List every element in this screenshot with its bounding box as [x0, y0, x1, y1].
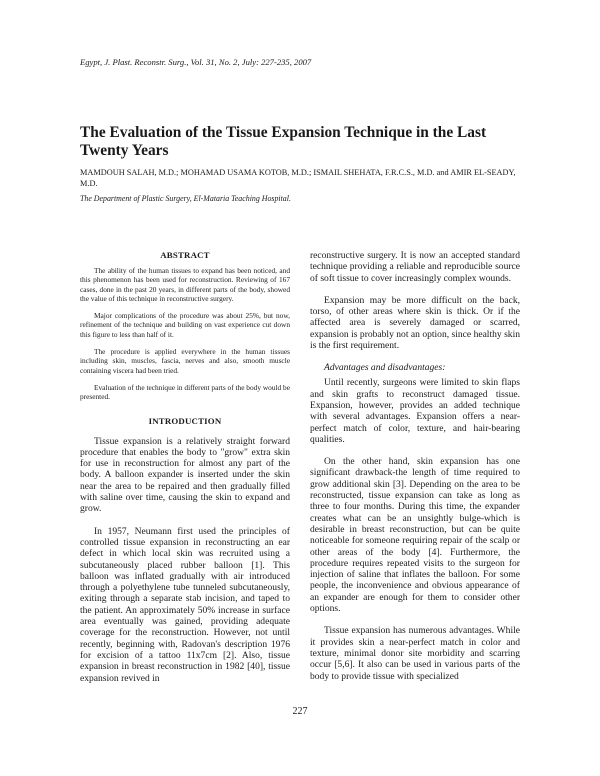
- introduction-heading: INTRODUCTION: [148, 415, 222, 426]
- body-paragraph: Expansion may be more difficult on the back, torso, of other areas where skin is thick. Or if the affected area is severely damaged or scarred, expansion is probably not an option, since healthy skin is the first requirement.: [310, 294, 520, 352]
- author-affiliation: The Department of Plastic Surgery, El-Mataria Teaching Hospital.: [80, 194, 291, 203]
- left-column: [80, 250, 290, 695]
- abstract-heading: ABSTRACT: [160, 250, 210, 260]
- abstract-paragraph: Major complications of the procedure was about 25%, but now, refinement of the technique and building on vast experience cut down this figure to less than half of it.: [80, 311, 290, 339]
- body-paragraph: Tissue expansion has numerous advantages. While it provides skin a near-perfect match in color and texture, minimal donor site morbidity and scarring occur [5,6]. It also can be used in various parts of the body to provide tissue with specialized: [310, 625, 520, 682]
- body-paragraph: In 1957, Neumann first used the principles of controlled tissue expansion in reconstructing an ear defect in which local skin was recruited using a subcutaneously placed rubber balloon [1]. This balloon was inflated gradually with air introduced through a polyethylene tube tunneled subcutaneously, exiting through a separate stab incision, and taped to the patient. An approximately 50% increase in surface area eventually was gained, providing adequate coverage for the reconstruction. However, not until recently, beginning with, Radovan's description 1976 for excision of a tattoo 11x7cm [2]. Also, tissue expansion in breast reconstruction in 1982 [40], tissue expansion revived in: [80, 525, 290, 684]
- journal-citation: Egypt, J. Plast. Reconstr. Surg., Vol. 31, No. 2, July: 227-235, 2007: [80, 57, 312, 67]
- body-paragraph: On the other hand, skin expansion has one significant drawback-the length of time required to grow additional skin [3]. Depending on the area to be reconstructed, tissue expansion can take as long as three to four months. During this time, the expander creates what can be an unsightly bulge-which is desirable in breast reconstruction, but can be quite noticeable for someone requiring repair of the scalp or other areas of the body [4]. Furthermore, the procedure requires repeated visits to the surgeon for injection of saline that inflates the balloon. For some people, the inconvenience and obvious appearance of an expander are enough for them to consider other options.: [310, 456, 520, 615]
- abstract-paragraph: Evaluation of the technique in different parts of the body would be presented.: [80, 382, 290, 402]
- body-paragraph: Until recently, surgeons were limited to skin flaps and skin grafts to reconstruct damaged tissue. Expansion, however, provides an added technique with several advantages. Expansion offers a near-perfect match of color, texture, and hair-bearing qualities.: [310, 377, 520, 445]
- abstract-paragraph: The ability of the human tissues to expand has been noticed, and this phenomenon has been used for reconstruction. Reviewing of 167 cases, done in the past 20 years, in different parts of the body, showed the value of this technique in reconstructive surgery.: [80, 266, 290, 303]
- subsection-heading: Advantages and disadvantages:: [324, 362, 446, 374]
- body-paragraph-continued: reconstructive surgery. It is now an accepted standard technique providing a reliable and reproducible source of soft tissue to cover increasingly complex wounds.: [310, 250, 520, 284]
- body-paragraph: Tissue expansion is a relatively straight forward procedure that enables the body to "grow" extra skin for use in reconstruction for almost any part of the body. A balloon expander is inserted under the skin near the area to be repaired and then gradually filled with saline over time, causing the skin to expand and grow.: [80, 435, 290, 515]
- author-list: MAMDOUH SALAH, M.D.; MOHAMAD USAMA KOTOB, M.D.; ISMAIL SHEHATA, F.R.C.S., M.D. and AMIR EL-SEADY, M.D.: [80, 168, 516, 189]
- abstract-paragraph: The procedure is applied everywhere in the human tissues including skin, muscles, fascia, nerves and also, smooth muscle containing viscera had been tried.: [80, 347, 290, 375]
- article-title: The Evaluation of the Tissue Expansion Technique in the Last Twenty Years: [80, 124, 487, 159]
- page-number: 227: [292, 706, 308, 717]
- right-column: [310, 250, 520, 693]
